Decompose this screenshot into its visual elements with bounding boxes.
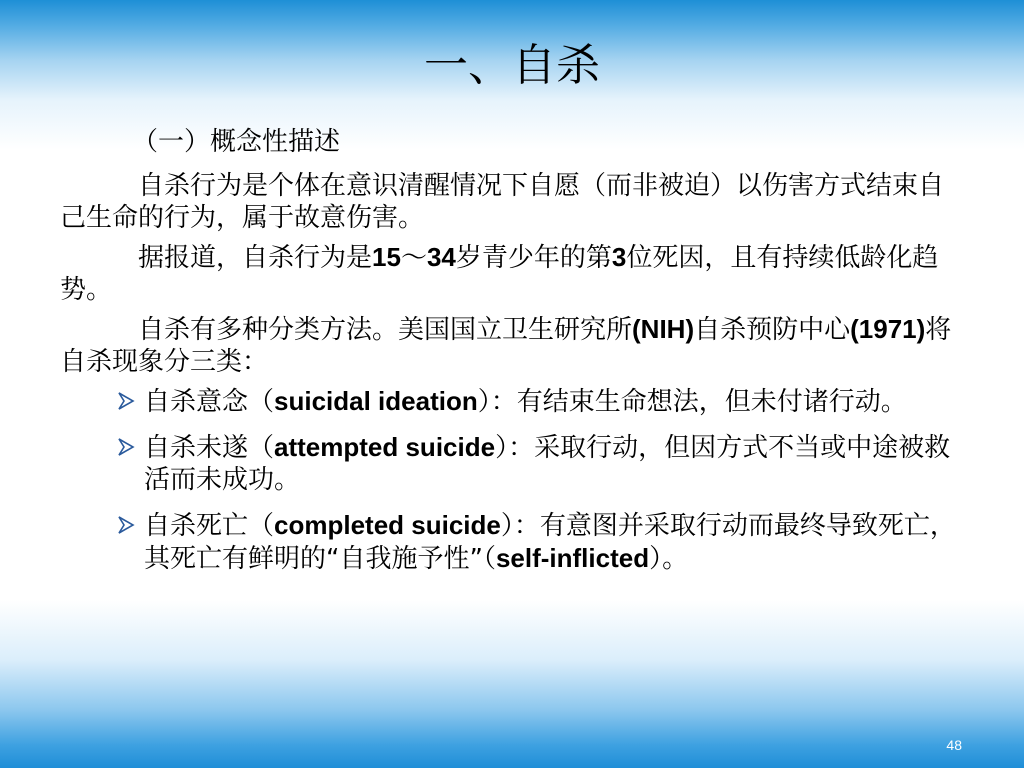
paragraph-classification <box>60 313 965 378</box>
section-subheading: （一）概念性描述 <box>132 127 341 157</box>
paragraph-text: 自杀有多种分类方法。美国国立卫生研究所 <box>138 315 633 345</box>
bullet-description: ）：有结束生命想法，但未付诸行动。 <box>477 387 907 417</box>
bullet-completed-suicide <box>116 509 965 575</box>
bullet-term: completed suicide <box>274 510 501 540</box>
bullet-term: suicidal ideation <box>274 386 478 416</box>
bullet-description: ）：采取行动，但因方式不当或中途被救活而未成功。 <box>144 433 951 495</box>
slide-content <box>60 122 965 588</box>
arrowhead-bullet-icon <box>116 385 142 417</box>
bullet-label: 自杀死亡（ <box>144 511 275 541</box>
bullet-attempted-suicide <box>116 431 965 496</box>
paragraph-text: 将自杀现象分三类： <box>60 315 952 377</box>
bullet-description: ）：有意图并采取行动而最终导致死亡，其死亡有鲜明的“自我施予性”（ <box>144 511 956 574</box>
slide-title: 一、自杀 <box>424 40 600 91</box>
arrowhead-bullet-icon <box>116 431 142 463</box>
paragraph-text: 位死因，且有持续低龄化趋势。 <box>60 243 939 305</box>
range-separator: ～ <box>400 243 427 273</box>
bullet-label: 自杀未遂（ <box>144 433 275 463</box>
bullet-label: 自杀意念（ <box>144 387 275 417</box>
bullet-suicidal-ideation <box>116 385 965 418</box>
paragraph-text: 自杀预防中心 <box>694 315 851 345</box>
death-rank: 3 <box>611 242 627 272</box>
age-end: 34 <box>426 242 456 272</box>
paragraph-statistics <box>60 241 965 306</box>
bullet-term-secondary: self-inflicted <box>495 543 650 573</box>
paragraph-text: 自杀行为是个体在意识清醒情况下自愿（而非被迫）以伤害方式结束自己生命的行为，属于故意伤害。 <box>60 171 945 233</box>
bullet-term: attempted suicide <box>274 432 496 462</box>
bullet-description-end: ）。 <box>649 544 689 574</box>
year: (1971) <box>850 314 926 344</box>
age-start: 15 <box>372 242 401 272</box>
nih-abbreviation: (NIH) <box>632 314 695 344</box>
page-number: 48 <box>946 737 962 753</box>
arrowhead-bullet-icon <box>116 509 142 541</box>
paragraph-definition <box>60 170 965 234</box>
paragraph-text: 据报道，自杀行为是 <box>138 243 373 273</box>
paragraph-text: 岁青少年的第 <box>455 243 612 273</box>
